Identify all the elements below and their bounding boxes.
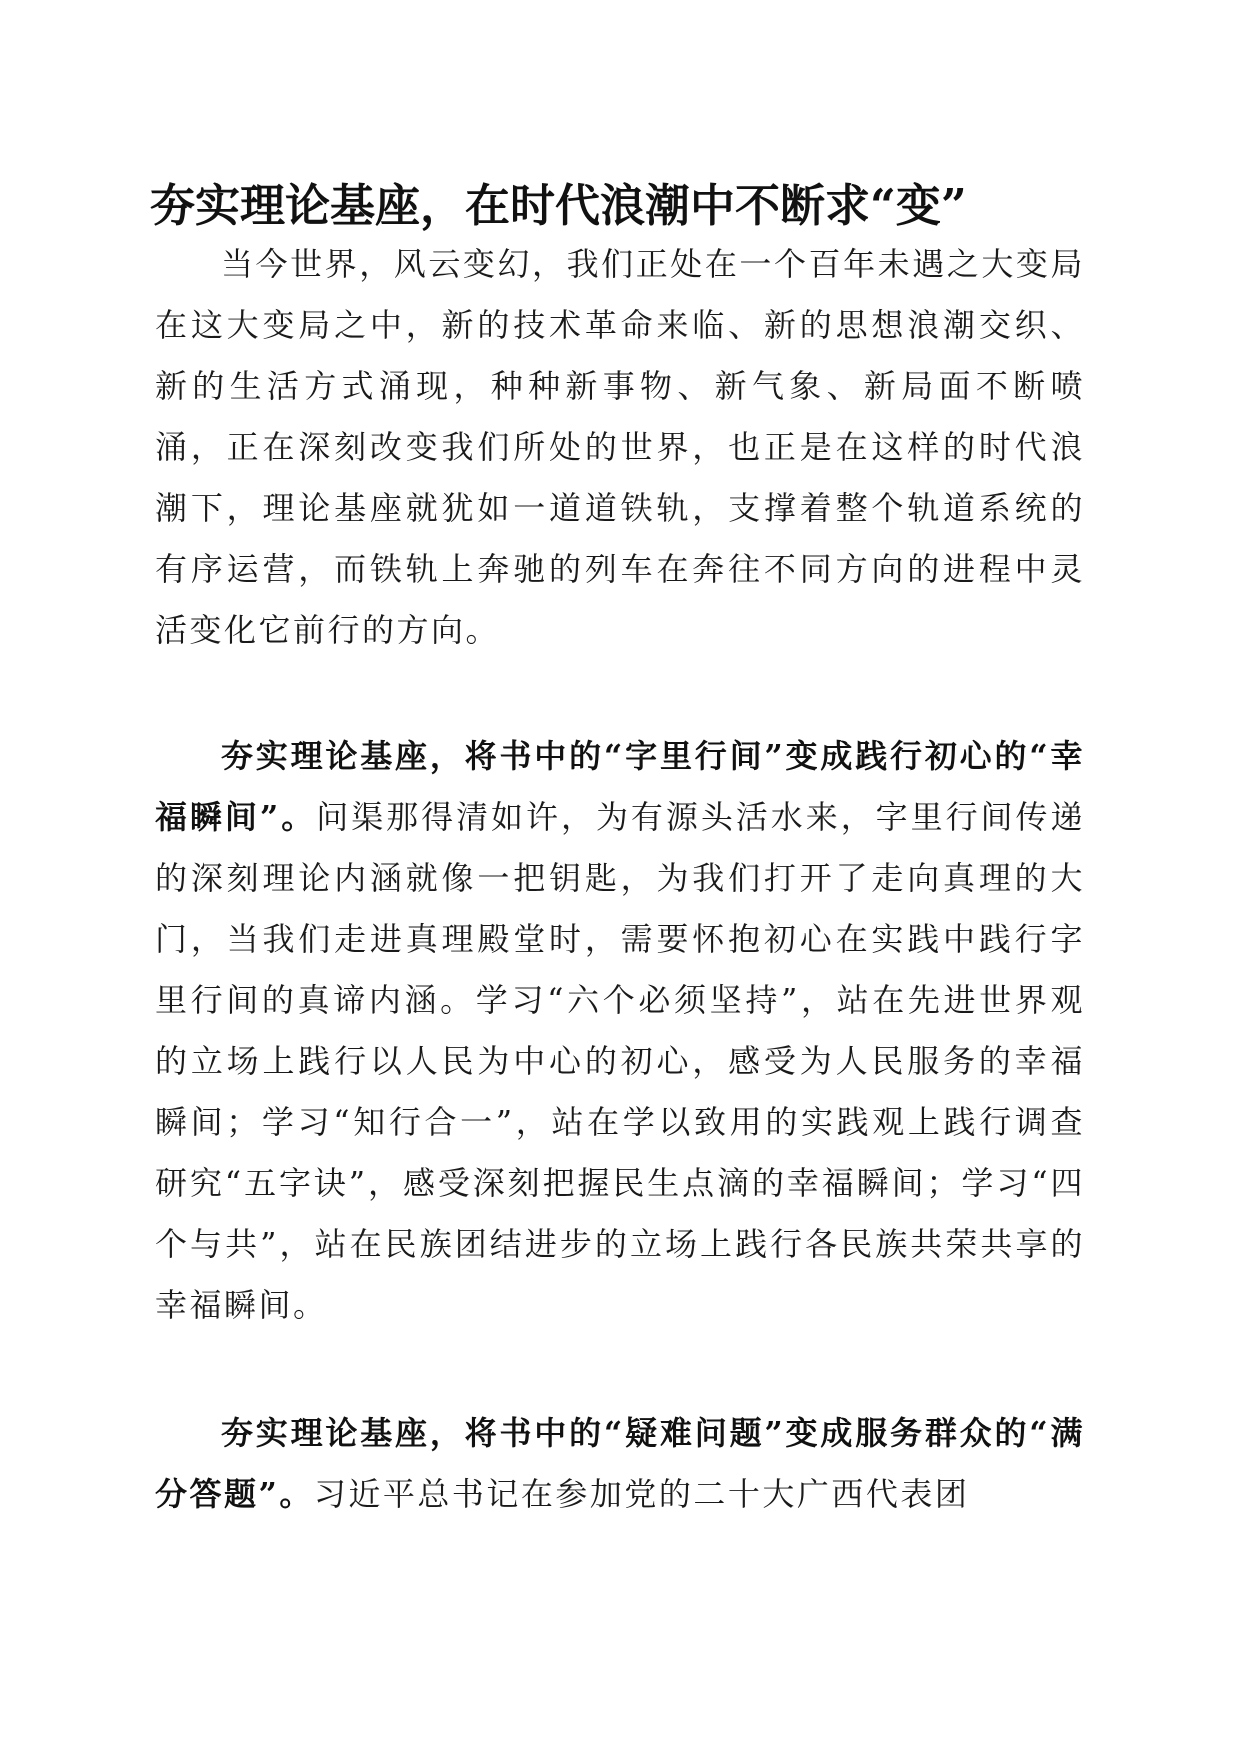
paragraph-2-lead: 夯实理论基座，将书中的“字里行间”变成践行初心的“幸福瞬间”。 <box>155 737 1085 836</box>
paragraph-1 <box>155 234 1085 661</box>
paragraph-2-text: 问渠那得清如许，为有源头活水来，字里行间传递的深刻理论内涵就像一把钥匙，为我们打开了走向真理的大门，当我们走进真理殿堂时，需要怀抱初心在实践中践行字里行间的真谛内涵。学习“六个必须坚持”，站在先进世界观的立场上践行以人民为中心的初心，感受为人民服务的幸福瞬间；学习“知行合一”，站在学以致用的实践观上践行调查研究“五字诀”，感受深刻把握民生点滴的幸福瞬间；学习“四个与共”，站在民族团结进步的立场上践行各民族共荣共享的幸福瞬间。 <box>155 798 1085 1324</box>
paragraph-1-text: 当今世界，风云变幻，我们正处在一个百年未遇之大变局在这大变局之中，新的技术革命来临、新的思想浪潮交织、新的生活方式涌现，种种新事物、新气象、新局面不断喷涌，正在深刻改变我们所处的世界，也正是在这样的时代浪潮下，理论基座就犹如一道道铁轨，支撑着整个轨道系统的有序运营，而铁轨上奔驰的列车在奔往不同方向的进程中灵活变化它前行的方向。 <box>155 245 1085 649</box>
document-title: 夯实理论基座，在时代浪潮中不断求“变” <box>150 179 967 232</box>
paragraph-3-text: 习近平总书记在参加党的二十大广西代表团 <box>313 1475 970 1513</box>
paragraph-3 <box>155 1403 1085 1525</box>
paragraph-3-lead: 夯实理论基座，将书中的“疑难问题”变成服务群众的“满分答题”。 <box>155 1414 1085 1513</box>
paragraph-2 <box>155 726 1085 1336</box>
